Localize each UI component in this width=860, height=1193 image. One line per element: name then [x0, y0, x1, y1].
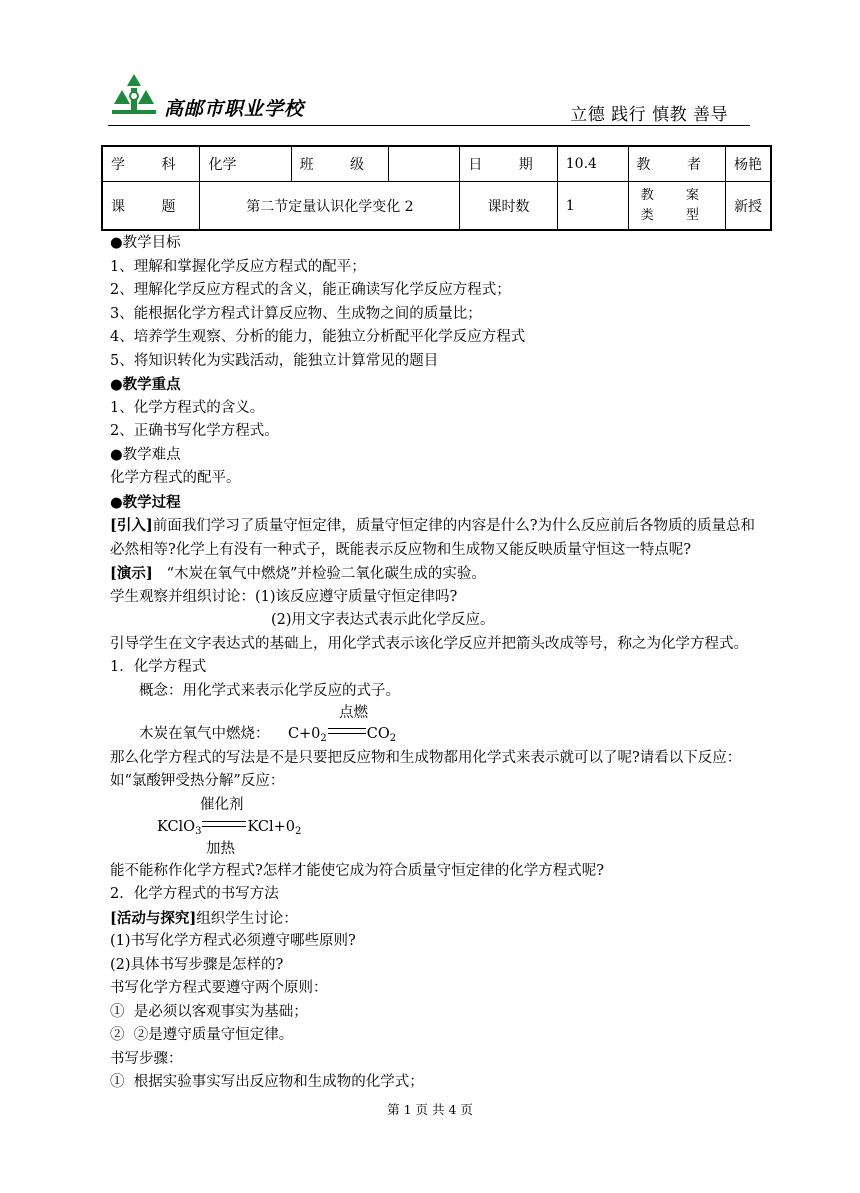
subject-value: 化学	[200, 146, 291, 182]
principle-item	[110, 1024, 760, 1048]
eq2-condition-top: 催化剂	[200, 796, 244, 813]
date-label: 日 期	[468, 157, 549, 173]
question-2: 能不能称作化学方程式?怎样才能使它成为符合质量守恒定律的化学方程式呢?	[110, 862, 605, 879]
lesson-info-table	[101, 145, 772, 231]
equals-sign	[202, 821, 246, 827]
subject-label: 学 科	[111, 157, 192, 173]
teacher-label: 教 者	[636, 157, 717, 173]
hours-value: 1	[557, 182, 628, 231]
eq1-condition: 点燃	[339, 705, 368, 721]
class-label: 班 级	[299, 157, 381, 173]
discuss-line-2: (2)用文字表达式表示此化学反应。	[271, 612, 495, 628]
hours-label: 课时数	[460, 182, 557, 231]
intro-paragraph	[110, 514, 760, 562]
section-1-title: 1．化学方程式	[110, 659, 207, 675]
goal-item: 1、理解和掌握化学反应方程式的配平；	[110, 258, 366, 275]
key-points-title: ●教学重点	[110, 376, 181, 393]
plan-type-label-2: 类 型	[640, 207, 713, 223]
question-paragraph: 那么化学方程式的写法是不是只要把反应物和生成物都用化学式来表示就可以了呢?请看以下反应：如“氯酸钾受热分解”反应：	[110, 749, 742, 789]
topic-value: 第二节定量认识化学变化 2	[200, 182, 460, 231]
table-row	[102, 146, 771, 182]
step-marker: ①	[110, 1074, 125, 1090]
eq1-right: CO	[366, 726, 390, 742]
key-point-item: 2、正确书写化学方程式。	[110, 423, 279, 439]
principle-marker: ②	[110, 1027, 125, 1043]
steps-intro: 书写步骤：	[110, 1050, 183, 1067]
header-divider	[108, 125, 750, 126]
eq2-condition-bottom: 加热	[206, 840, 235, 857]
equation-2	[110, 816, 760, 838]
eq1-left-sub: 2	[320, 733, 327, 744]
page-footer: 第 1 页 共 4 页	[387, 1102, 473, 1117]
eq1-left: C+0	[287, 726, 321, 742]
discuss-line-1: 学生观察并组织讨论：(1)该反应遵守质量守恒定律吗?	[110, 588, 458, 605]
goal-item: 3、能根据化学方程式计算反应物、生成物之间的质量比；	[110, 305, 482, 322]
goal-item: 4、培养学生观察、分析的能力，能独立分析配平化学反应方程式	[110, 329, 526, 345]
step-item	[110, 1071, 760, 1095]
difficulty-title: ●教学难点	[110, 446, 181, 463]
activity-text: 组织学生讨论：	[196, 910, 298, 927]
school-logo-icon	[108, 70, 160, 122]
eq1-right-sub: 2	[389, 733, 397, 744]
demo-tag: [演示]	[110, 565, 153, 582]
school-motto: 立德 践行 慎教 善导	[570, 105, 728, 125]
principle-item	[110, 1001, 760, 1025]
activity-paragraph	[110, 907, 760, 931]
plan-type-value: 新授	[726, 182, 772, 231]
goal-item: 5、将知识转化为实践活动，能独立计算常见的题目	[110, 352, 439, 369]
intro-text: 前面我们学习了质量守恒定律，质量守恒定律的内容是什么?为什么反应前后各物质的质量总和必然相等?化学上有没有一种式子，既能表示反应物和生成物又能反映质量守恒这一特点呢?	[110, 518, 756, 558]
key-point-item: 1、化学方程式的含义。	[110, 399, 265, 416]
plan-type-label-1: 教 案	[640, 187, 713, 203]
goal-item: 2、理解化学反应方程式的含义，能正确读写化学反应方程式；	[110, 282, 511, 298]
date-value: 10.4	[557, 146, 628, 182]
class-value	[389, 146, 460, 182]
principle-marker: ①	[110, 1003, 125, 1020]
table-row	[102, 182, 771, 231]
eq2-right-sub: 2	[295, 825, 302, 837]
teacher-value: 杨艳	[726, 146, 772, 182]
intro-tag: [引入]	[110, 517, 153, 534]
step-text: 根据实验事实写出反应物和生成物的化学式；	[133, 1074, 424, 1090]
equals-sign	[328, 728, 366, 734]
eq2-left-sub: 3	[195, 825, 202, 837]
guide-paragraph: 引导学生在文字表达式的基础上，用化学式表示该化学反应并把箭头改成等号，称之为化学方程式。	[110, 635, 748, 652]
demo-text: “木炭在氧气中燃烧”并检验二氧化碳生成的实验。	[166, 566, 486, 582]
page-header	[108, 64, 750, 128]
activity-question: (1)书写化学方程式必须遵守哪些原则?	[110, 933, 356, 949]
principles-intro: 书写化学方程式要遵守两个原则：	[110, 980, 328, 996]
lesson-content	[110, 232, 760, 1095]
eq1-label: 木炭在氧气中燃烧：	[139, 726, 270, 742]
section-2-title: 2．化学方程式的书写方法	[110, 886, 279, 902]
process-title: ●教学过程	[110, 493, 181, 511]
concept-text: 概念：用化学式来表示化学反应的式子。	[139, 682, 400, 699]
eq2-left: KClO	[157, 818, 196, 835]
activity-tag: [活动与探究]	[110, 909, 197, 927]
eq2-right: KCl+0	[247, 818, 295, 835]
principle-text: ②是遵守质量守恒定律。	[133, 1027, 294, 1043]
difficulty-text: 化学方程式的配平。	[110, 470, 241, 486]
school-name: 高邮市职业学校	[164, 98, 305, 120]
goals-title: ●教学目标	[110, 235, 181, 251]
demo-paragraph	[110, 562, 760, 586]
activity-question: (2)具体书写步骤是怎样的?	[110, 956, 284, 973]
topic-label: 课 题	[111, 198, 192, 215]
equation-1	[110, 723, 760, 747]
principle-text: 是必须以客观事实为基础；	[133, 1003, 308, 1020]
